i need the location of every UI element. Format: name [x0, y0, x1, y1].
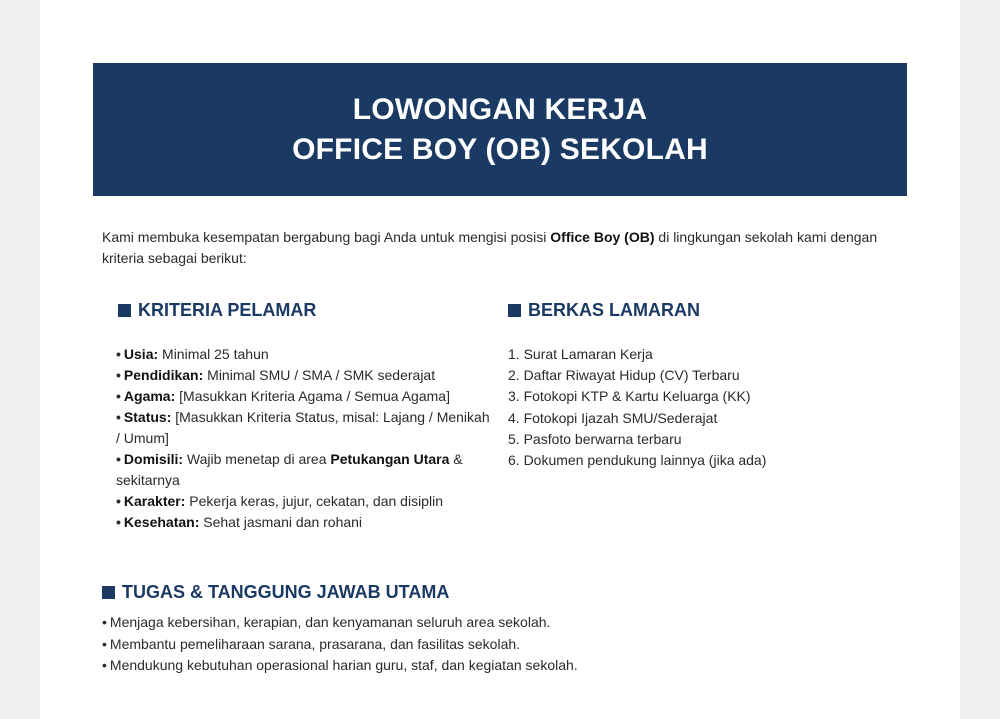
kriteria-value: Wajib menetap di area: [183, 451, 331, 467]
bullet-icon: •: [102, 635, 107, 652]
berkas-item: 5. Pasfoto berwarna terbaru: [508, 430, 682, 447]
kriteria-value: Minimal 25 tahun: [158, 346, 269, 362]
title-line-1: LOWONGAN KERJA: [352, 92, 648, 126]
intro-highlight: Office Boy (OB): [550, 229, 655, 245]
title-line-2: OFFICE BOY (OB) SEKOLAH: [292, 132, 708, 166]
bullet-icon: •: [102, 657, 107, 673]
bullet-icon: •: [116, 388, 121, 404]
kriteria-item-status: [116, 407, 496, 449]
berkas-heading-text: BERKAS LAMARAN: [528, 300, 700, 320]
kriteria-list: [116, 344, 496, 533]
kriteria-key: Agama:: [123, 388, 176, 404]
berkas-item: 3. Fotokopi KTP & Kartu Keluarga (KK): [508, 388, 751, 405]
kriteria-item-usia: [116, 344, 496, 365]
kriteria-value-after: & sekitarnya: [116, 451, 463, 488]
bullet-icon: •: [102, 614, 107, 630]
kriteria-value: [Masukkan Kriteria Agama / Semua Agama]: [175, 388, 450, 404]
kriteria-item-agama: [116, 386, 496, 407]
bullet-icon: •: [116, 367, 121, 383]
bullet-icon: •: [116, 409, 121, 425]
bullet-icon: •: [116, 493, 121, 509]
kriteria-key: Domisili:: [123, 451, 184, 467]
kriteria-item-pendidikan: [116, 365, 496, 386]
kriteria-value: Minimal SMU / SMA / SMK sederajat: [203, 367, 436, 383]
title-banner: [93, 63, 907, 196]
berkas-item: 6. Dokumen pendukung lainnya (jika ada): [508, 452, 767, 469]
kriteria-heading: [118, 299, 316, 321]
kriteria-location: Petukangan Utara: [330, 451, 450, 467]
intro-text-after: di lingkungan sekolah kami dengan kriteria sebagai berikut:: [102, 229, 878, 266]
tugas-list: [102, 612, 902, 677]
document-page: [40, 0, 960, 719]
tugas-item-text: Mendukung kebutuhan operasional harian guru, staf, dan kegiatan sekolah.: [109, 657, 578, 673]
kriteria-item-kesehatan: [116, 512, 496, 533]
intro-paragraph: [102, 227, 902, 269]
square-bullet-icon: [102, 586, 115, 599]
tugas-item: [102, 634, 902, 656]
berkas-item: 2. Daftar Riwayat Hidup (CV) Terbaru: [508, 367, 740, 384]
kriteria-value: Sehat jasmani dan rohani: [199, 514, 363, 530]
kriteria-heading-text: KRITERIA PELAMAR: [138, 300, 317, 320]
square-bullet-icon: [118, 304, 131, 317]
kriteria-key: Kesehatan:: [123, 514, 200, 530]
berkas-heading: [508, 299, 700, 321]
tugas-heading-text: TUGAS & TANGGUNG JAWAB UTAMA: [122, 582, 450, 602]
kriteria-key: Status:: [123, 409, 172, 425]
tugas-item-text: Membantu pemeliharaan sarana, prasarana, dan fasilitas sekolah.: [109, 635, 521, 652]
kriteria-item-karakter: [116, 491, 496, 512]
bullet-icon: •: [116, 451, 121, 467]
berkas-item: 1. Surat Lamaran Kerja: [508, 346, 653, 362]
kriteria-value: Pekerja keras, jujur, cekatan, dan disiplin: [185, 493, 443, 509]
bullet-icon: •: [116, 514, 121, 530]
tugas-heading: [102, 581, 449, 603]
square-bullet-icon: [508, 304, 521, 317]
bullet-icon: •: [116, 346, 121, 362]
intro-text-before: Kami membuka kesempatan bergabung bagi Anda untuk mengisi posisi: [102, 229, 551, 245]
kriteria-item-domisili: [116, 449, 496, 491]
tugas-item-text: Menjaga kebersihan, kerapian, dan kenyamanan seluruh area sekolah.: [109, 614, 551, 630]
tugas-item: [102, 612, 902, 634]
berkas-item: 4. Fotokopi Ijazah SMU/Sederajat: [508, 409, 718, 426]
tugas-item: [102, 655, 902, 677]
kriteria-key: Pendidikan:: [123, 367, 204, 383]
kriteria-key: Karakter:: [123, 493, 186, 509]
kriteria-value: [Masukkan Kriteria Status, misal: Lajang / Menikah / Umum]: [116, 409, 490, 446]
berkas-list: [508, 344, 908, 471]
kriteria-key: Usia:: [123, 346, 159, 362]
